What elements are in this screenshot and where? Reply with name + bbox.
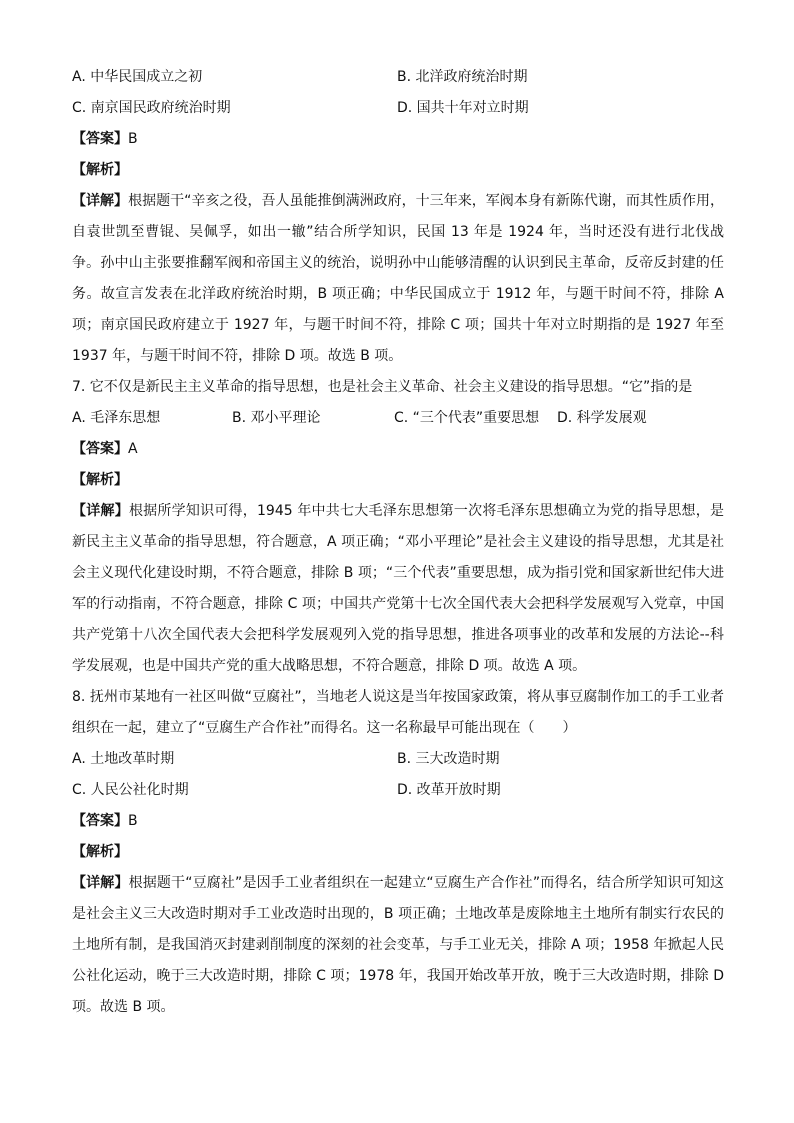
q7-detail-tag: 【详解】 (72, 503, 129, 519)
q7-detail (72, 496, 724, 682)
q6-answer-tag: 【答案】 (72, 131, 128, 147)
q8-options-row-1 (72, 744, 724, 775)
q8-detail-text: 根据题干“豆腐社”是因手工业者组织在一起建立“豆腐生产合作社”而得名，结合所学知识可知这是社会主义三大改造时期对手工业改造时出现的，B 项正确；土地改革是废除地主土地所有制实行农民的土地所有制，是我国消灭封建剥削制度的深刻的社会变革，与手工业无关，排除 A 项；1958 年掀起人民公社化运动，晚于三大改造时期，排除 C 项；1978 年，我国开始改革开放，晚于三大改造时期，排除 D 项。故选 B 项。 (72, 875, 725, 1015)
q8-option-c: C. 人民公社化时期 (72, 782, 189, 798)
q6-detail-tag: 【详解】 (72, 193, 129, 209)
q6-option-c: C. 南京国民政府统治时期 (72, 100, 231, 116)
q7-answer-value: A (128, 441, 138, 457)
q8-detail (72, 868, 724, 1023)
q8-option-b: B. 三大改造时期 (397, 751, 500, 767)
q8-answer-value: B (128, 813, 138, 829)
q6-option-a: A. 中华民国成立之初 (72, 69, 203, 85)
q6-answer-value: B (128, 131, 138, 147)
q6-analysis-heading (72, 155, 724, 186)
q6-detail-text: 根据题干“辛亥之役，吾人虽能推倒满洲政府，十三年来，军阀本身有新陈代谢，而其性质作用，自袁世凯至曹锟、吴佩孚，如出一辙”结合所学知识，民国 13 年是 1924 年，当时还没有进行北伐战争。孙中山主张要推翻军阀和帝国主义的统治，说明孙中山能够清醒的认识到民主革命，反帝反封建的任务。故宣言发表在北洋政府统治时期，B 项正确；中华民国成立于 1912 年，与题干时间不符，排除 A 项；南京国民政府建立于 1927 年，与题干时间不符，排除 C 项；国共十年对立时期指的是 1927 年至 1937 年，与题干时间不符，排除 D 项。故选 B 项。 (72, 193, 724, 364)
q7-question: 7. 它不仅是新民主主义革命的指导思想，也是社会主义革命、社会主义建设的指导思想。“它”指的是 (72, 379, 693, 395)
q6-options-row-1 (72, 62, 724, 93)
q8-analysis-tag: 【解析】 (72, 844, 128, 860)
q6-options-row-2 (72, 93, 724, 124)
q6-answer (72, 124, 724, 155)
q6-option-b: B. 北洋政府统治时期 (397, 69, 528, 85)
q7-analysis-tag: 【解析】 (72, 472, 128, 488)
q8-question: 8. 抚州市某地有一社区叫做“豆腐社”，当地老人说这是当年按国家政策，将从事豆腐制作加工的手工业者组织在一起，建立了“豆腐生产合作社”而得名。这一名称最早可能出现在（ ） (72, 689, 724, 736)
document-content (72, 62, 724, 1023)
q8-analysis-heading (72, 837, 724, 868)
q7-answer (72, 434, 724, 465)
q8-answer-tag: 【答案】 (72, 813, 128, 829)
q8-options-row-2 (72, 775, 724, 806)
q7-option-c: C. “三个代表”重要思想 (394, 410, 540, 426)
q8-answer (72, 806, 724, 837)
q7-detail-text: 根据所学知识可得，1945 年中共七大毛泽东思想第一次将毛泽东思想确立为党的指导思想，是新民主主义革命的指导思想，符合题意，A 项正确；“邓小平理论”是社会主义建设的指导思想，尤其是社会主义现代化建设时期，不符合题意，排除 B 项；“三个代表”重要思想，成为指引党和国家新世纪伟大进军的行动指南，不符合题意，排除 C 项；中国共产党第十七次全国代表大会把科学发展观写入党章，中国共产党第十八次全国代表大会把科学发展观列入党的指导思想，推进各项事业的改革和发展的方法论--科学发展观，也是中国共产党的重大战略思想，不符合题意，排除 D 项。故选 A 项。 (72, 503, 725, 674)
q7-analysis-heading (72, 465, 724, 496)
q6-detail (72, 186, 724, 372)
q6-analysis-tag: 【解析】 (72, 162, 128, 178)
q7-option-b: B. 邓小平理论 (232, 410, 321, 426)
q7-answer-tag: 【答案】 (72, 441, 128, 457)
q7-option-a: A. 毛泽东思想 (72, 410, 161, 426)
q8-detail-tag: 【详解】 (72, 875, 129, 891)
q8-option-a: A. 土地改革时期 (72, 751, 175, 767)
q7-options-row (72, 403, 724, 434)
q7-option-d: D. 科学发展观 (557, 410, 647, 426)
q6-option-d: D. 国共十年对立时期 (397, 100, 529, 116)
q8-option-d: D. 改革开放时期 (397, 782, 501, 798)
